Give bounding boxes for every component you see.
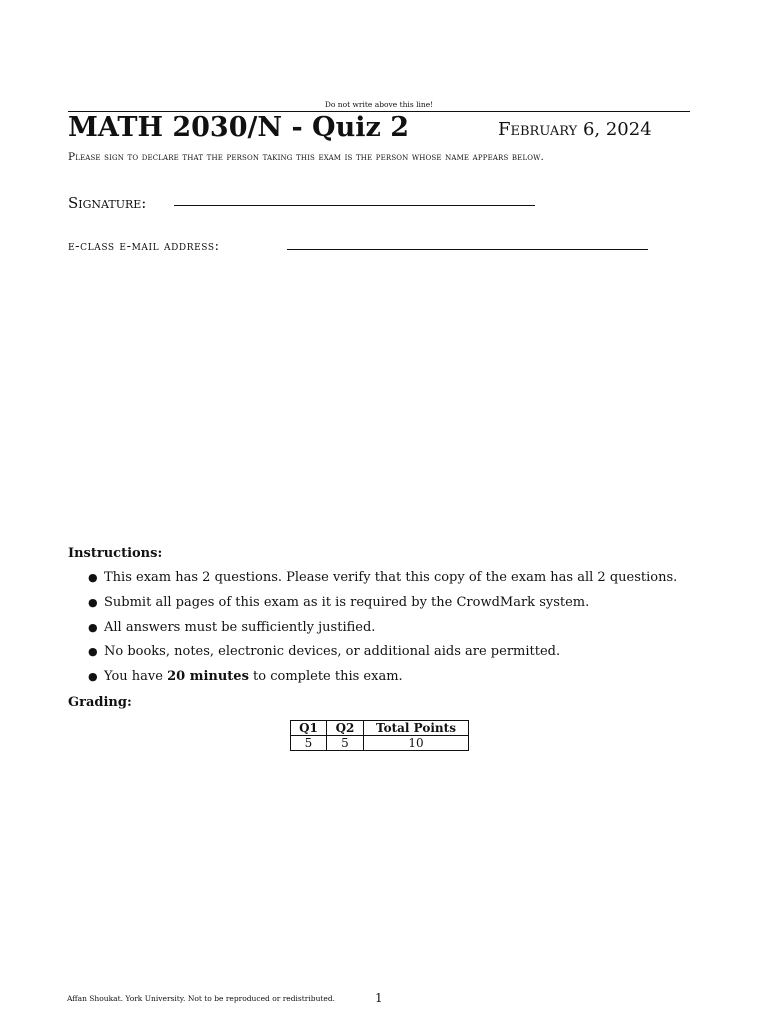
instruction-time-bold: 20 minutes [167,669,249,684]
bullet-icon: ● [88,620,98,634]
instruction-time-suffix: to complete this exam. [248,669,403,684]
instructions-heading: Instructions: [68,546,163,561]
grading-values-row [291,736,469,751]
grading-col-q2: Q2 [327,721,364,736]
instruction-item [88,644,677,660]
grading-table [290,720,469,751]
grading-header-row [291,721,469,736]
instruction-time-prefix: You have [104,669,168,684]
instruction-item [88,595,677,611]
grading-col-total: Total Points [364,721,469,736]
exam-title: MATH 2030/N - Quiz 2 [68,112,409,143]
instruction-text: Submit all pages of this exam as it is required by the CrowdMark system. [104,594,590,610]
email-label: e-class e-mail address: [68,239,220,254]
exam-date: February 6, 2024 [498,119,652,140]
signature-label: Signature: [68,194,147,212]
bullet-icon: ● [88,571,98,584]
instruction-text: No books, notes, electronic devices, or additional aids are permitted. [104,644,561,660]
grading-col-q1: Q1 [291,721,327,736]
instruction-item [88,669,677,685]
bullet-icon: ● [88,670,98,683]
email-line[interactable] [287,249,648,250]
grading-value-q2: 5 [327,736,364,751]
bullet-icon: ● [88,595,98,609]
declaration-text: Please sign to declare that the person taking this exam is the person whose name appears below. [68,151,544,163]
do-not-write-note: Do not write above this line! [324,100,434,109]
page-number: 1 [375,991,383,1005]
instruction-item [88,620,677,636]
grading-heading: Grading: [68,695,132,710]
footer-copyright: Affan Shoukat. York University. Not to be reproduced or redistributed. [67,994,336,1003]
grading-value-q1: 5 [291,736,327,751]
instructions-list [88,570,677,694]
instruction-item [88,570,677,586]
instruction-text: This exam has 2 questions. Please verify that this copy of the exam has all 2 questions. [104,570,678,585]
grading-value-total: 10 [364,736,469,751]
bullet-icon: ● [88,645,98,659]
instruction-text: All answers must be sufficiently justified. [104,619,376,635]
signature-line[interactable] [174,205,535,206]
